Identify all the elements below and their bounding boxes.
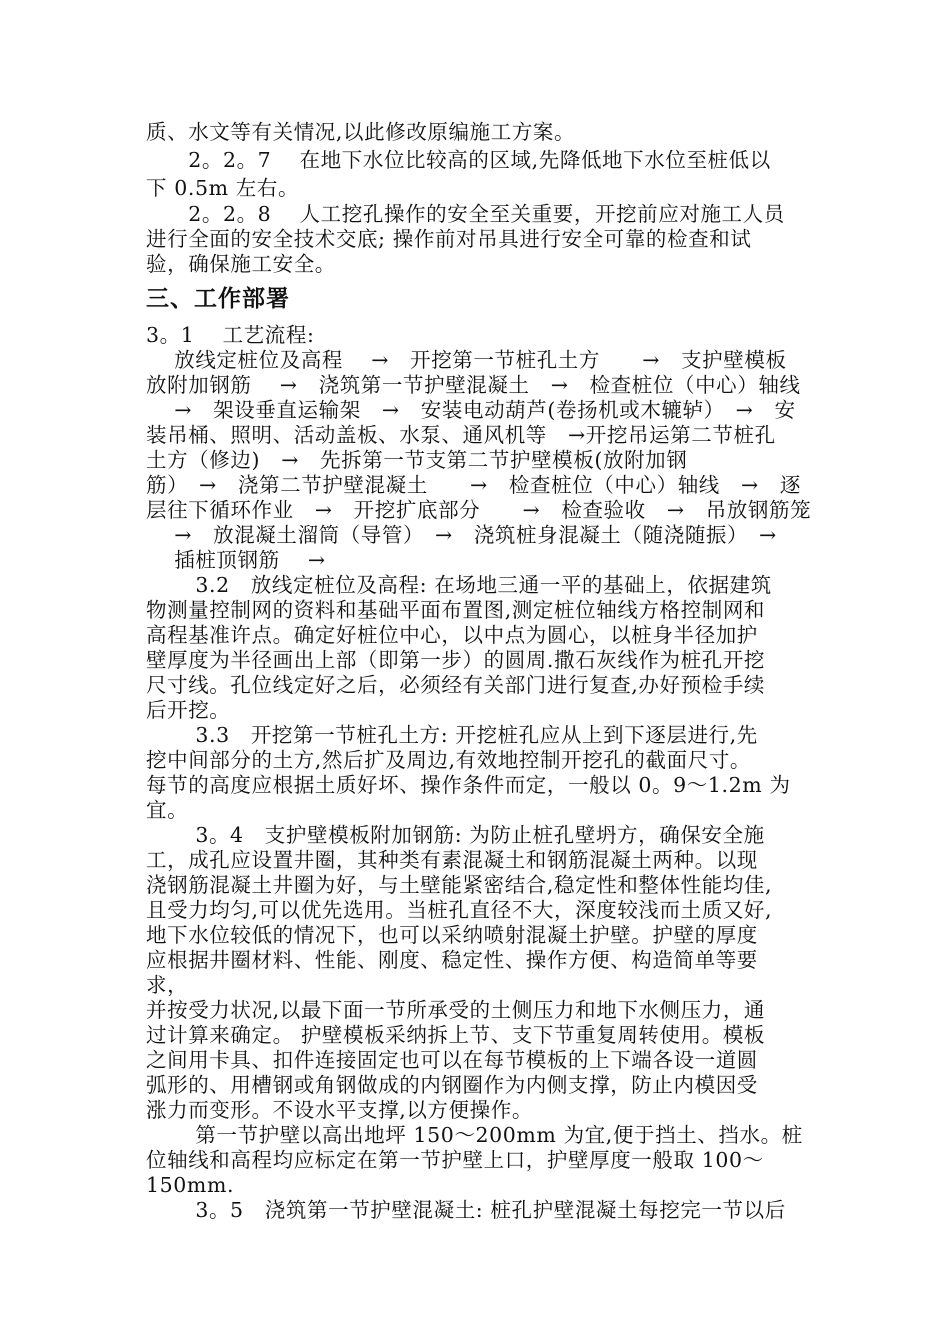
text-line: 质、水文等有关情况,以此修改原编施工方案。 <box>146 120 576 144</box>
text-line: 后开挖。 <box>146 698 231 722</box>
text-line: 之间用卡具、扣件连接固定也可以在每节模板的上下端各设一道圆 <box>146 1048 758 1072</box>
text-line: 尺寸线。孔位线定好之后，必须经有关部门进行复查,办好预检手续 <box>146 673 766 697</box>
text-line: 且受力均匀,可以优先选用。当桩孔直径不大，深度较浅而土质又好, <box>146 898 773 922</box>
text-line: 第一节护壁以高出地坪 150～200mm 为宜,便于挡土、挡水。桩 <box>146 1123 803 1147</box>
text-line: 土方（修边) → 先拆第一节支第二节护壁模板(放附加钢 <box>146 448 688 472</box>
text-line: 150mm. <box>146 1173 235 1197</box>
text-line: 挖中间部分的土方,然后扩及周边,有效地控制开挖孔的截面尺寸。 <box>146 748 752 772</box>
text-line: 3。5 浇筑第一节护壁混凝土: 桩孔护壁混凝土每挖完一节以后 <box>146 1198 786 1222</box>
text-line: 每节的高度应根据土质好坏、操作条件而定，一般以 0。9～1.2m 为 <box>146 773 791 797</box>
text-line: → 架设垂直运输架 → 安装电动葫芦(卷扬机或木辘轳） → 安 <box>146 398 796 422</box>
text-line: 涨力而变形。不设水平支撑,以方便操作。 <box>146 1098 533 1122</box>
text-line: 3。4 支护壁模板附加钢筋: 为防止桩孔壁坍方，确保安全施 <box>146 823 765 847</box>
text-line: 层往下循环作业 → 开挖扩底部分 → 检查验收 → 吊放钢筋笼 <box>146 498 812 522</box>
text-line: 3。1 工艺流程: <box>146 323 315 347</box>
text-line: 放线定桩位及高程 → 开挖第一节桩孔土方 → 支护壁模板 <box>146 348 787 372</box>
text-line: 高程基准许点。确定好桩位中心，以中点为圆心，以桩身半径加护 <box>146 623 758 647</box>
text-line: 2。2。8 人工挖孔操作的安全至关重要，开挖前应对施工人员 <box>146 202 785 226</box>
text-line: 弧形的、用槽钢或角钢做成的内钢圈作为内侧支撑，防止内模因受 <box>146 1073 758 1097</box>
text-line: 求， <box>146 973 189 997</box>
text-line: 物测量控制网的资料和基础平面布置图,测定桩位轴线方格控制网和 <box>146 598 766 622</box>
text-line: 工，成孔应设置井圈，其种类有素混凝土和钢筋混凝土两种。以现 <box>146 848 758 872</box>
text-line: → 放混凝土溜筒（导管） → 浇筑桩身混凝土（随浇随振） → <box>146 523 777 547</box>
text-line: 3.2 放线定桩位及高程: 在场地三通一平的基础上，依据建筑 <box>146 573 772 597</box>
text-line: 验，确保施工安全。 <box>146 252 336 276</box>
text-line: 宜。 <box>146 798 189 822</box>
text-line: 插桩顶钢筋 → <box>146 548 326 572</box>
text-line: 进行全面的安全技术交底; 操作前对吊具进行安全可靠的检查和试 <box>146 227 752 251</box>
text-line: 装吊桶、照明、活动盖板、水泵、通风机等 →开挖吊运第二节桩孔 <box>146 423 776 447</box>
text-line: 筋） → 浇第二节护壁混凝土 → 检查桩位（中心）轴线 → 逐 <box>146 473 801 497</box>
text-line: 壁厚度为半径画出上部（即第一步）的圆周.撒石灰线作为桩孔开挖 <box>146 648 766 672</box>
text-line: 下 0.5m 左右。 <box>146 176 300 200</box>
text-line: 应根据井圈材料、性能、刚度、稳定性、操作方便、构造简单等要 <box>146 948 758 972</box>
text-line: 位轴线和高程均应标定在第一节护壁上口，护壁厚度一般取 100～ <box>146 1148 764 1172</box>
text-line: 浇钢筋混凝土井圈为好，与土壁能紧密结合,稳定性和整体性能均佳, <box>146 873 773 897</box>
text-line: 放附加钢筋 → 浇筑第一节护壁混凝土 → 检查桩位（中心）轴线 <box>146 373 801 397</box>
section-heading: 三、工作部署 <box>146 286 290 312</box>
text-line: 过计算来确定。 护壁模板采纳拆上节、支下节重复周转使用。模板 <box>146 1023 766 1047</box>
text-line: 地下水位较低的情况下，也可以采纳喷射混凝土护壁。护壁的厚度 <box>146 923 758 947</box>
text-line: 2。2。7 在地下水位比较高的区域,先降低地下水位至桩低以 <box>146 148 771 172</box>
text-line: 并按受力状况,以最下面一节所承受的土侧压力和地下水侧压力，通 <box>146 998 766 1022</box>
text-line: 3.3 开挖第一节桩孔土方: 开挖桩孔应从上到下逐层进行,先 <box>146 723 758 747</box>
